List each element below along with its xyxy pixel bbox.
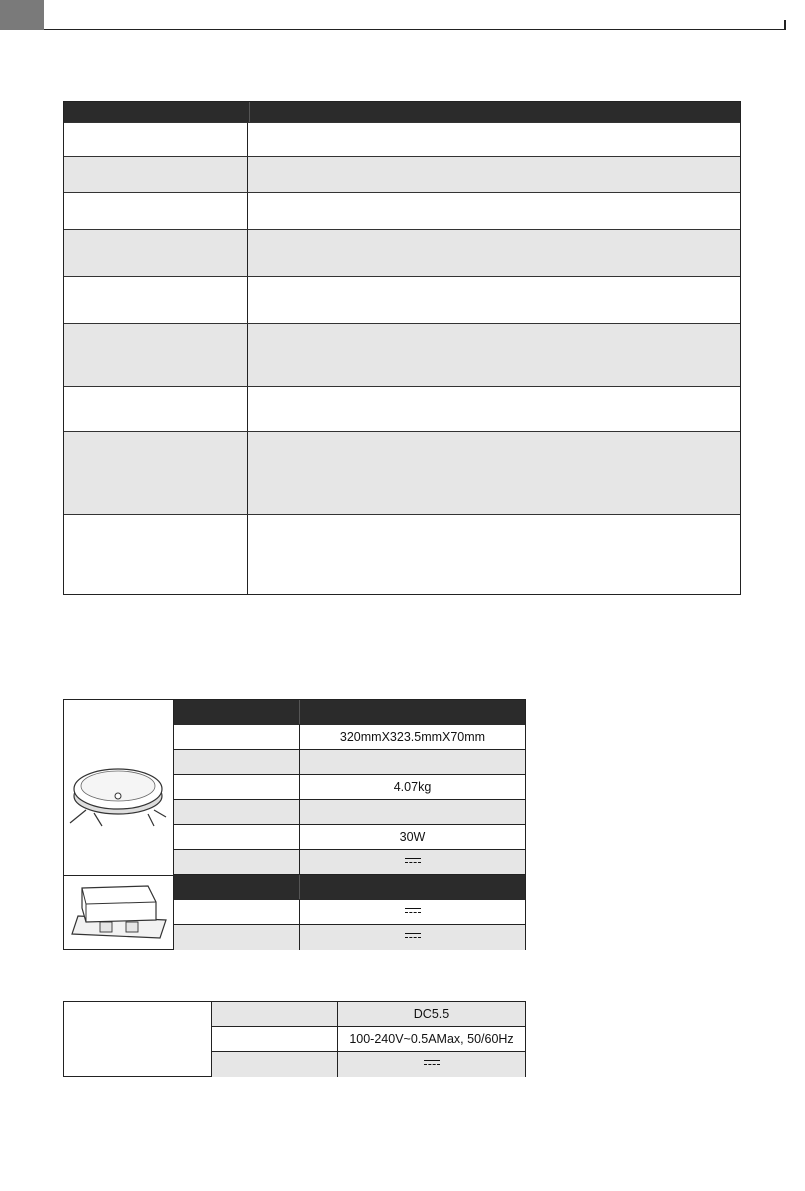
charging-dock-icon (64, 876, 172, 948)
table-row (64, 156, 740, 192)
adapter-table (63, 1001, 526, 1077)
spec-row (174, 750, 525, 775)
spec-row-weight: 4.07kg (174, 775, 525, 800)
spec-row-power: 30W (174, 825, 525, 850)
spec-header-robot (174, 700, 525, 725)
spec-header-dock (174, 875, 525, 900)
spec-row-dock-output (174, 925, 525, 950)
spec-row (174, 800, 525, 825)
table-row (64, 431, 740, 514)
dc-symbol-icon (405, 933, 421, 938)
table-row (64, 122, 740, 156)
robot-image-cell (64, 700, 174, 875)
robot-vacuum-icon (64, 700, 172, 874)
adapter-row-output (212, 1052, 525, 1077)
troubleshooting-table (63, 101, 741, 595)
table-row (64, 276, 740, 323)
spec-row-voltage (174, 850, 525, 875)
table-row (64, 192, 740, 229)
table-row (64, 514, 740, 594)
dc-symbol-icon (405, 858, 421, 863)
troubleshooting-header (64, 102, 740, 122)
spec-row-dimensions: 320mmX323.5mmX70mm (174, 725, 525, 750)
adapter-row-input: 100-240V~0.5AMax, 50/60Hz (212, 1027, 525, 1052)
dc-symbol-icon (405, 908, 421, 913)
specification-table (63, 699, 526, 950)
dc-symbol-icon (424, 1060, 440, 1065)
table-row (64, 229, 740, 276)
page-corner-tab (0, 0, 44, 30)
spec-grid (174, 700, 525, 950)
table-row (64, 386, 740, 431)
dock-image-cell (64, 875, 174, 949)
table-row (64, 323, 740, 386)
adapter-row-model: DC5.5 (212, 1002, 525, 1027)
spec-row-dock-input (174, 900, 525, 925)
adapter-label-cell (64, 1002, 212, 1076)
header-rule (44, 29, 786, 30)
adapter-grid (212, 1002, 525, 1077)
header-rule-end (784, 20, 786, 30)
